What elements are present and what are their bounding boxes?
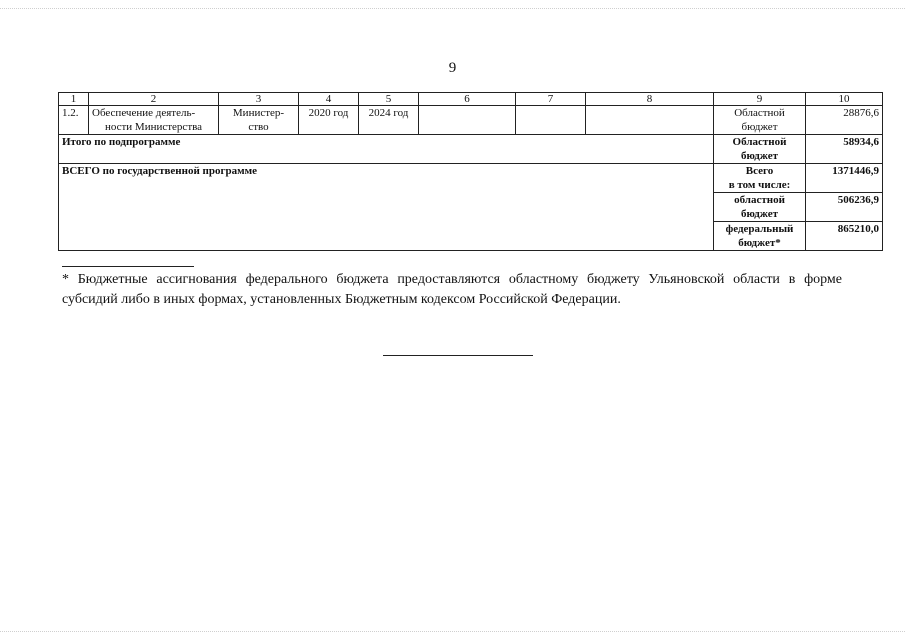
executor-cell xyxy=(219,106,299,135)
funding-source-line: бюджет xyxy=(741,208,778,220)
column-number: 10 xyxy=(806,93,883,106)
executor-line: Министер- xyxy=(232,107,285,119)
funding-source-line: в том числе: xyxy=(728,179,791,191)
scan-edge-top xyxy=(0,8,905,9)
row-name-line: Обеспечение деятель- xyxy=(92,107,196,119)
column-number: 3 xyxy=(219,93,299,106)
row-name-cell xyxy=(89,106,219,135)
subtotal-amount: 58934,6 xyxy=(806,135,883,164)
column-number: 5 xyxy=(359,93,419,106)
total-label: ВСЕГО по государственной программе xyxy=(59,164,714,251)
column-number: 2 xyxy=(89,93,219,106)
page-number: 9 xyxy=(448,60,457,76)
funding-source-line: Всего xyxy=(745,165,774,177)
funding-source-line: федеральный xyxy=(725,223,794,235)
row-name-line: ности Министерства xyxy=(104,121,203,133)
empty-cell xyxy=(516,106,586,135)
row-number: 1.2. xyxy=(59,106,89,135)
funding-source-line: бюджет xyxy=(741,121,778,133)
total-source-cell xyxy=(714,164,806,193)
end-year: 2024 год xyxy=(359,106,419,135)
column-number: 9 xyxy=(714,93,806,106)
column-number: 1 xyxy=(59,93,89,106)
budget-table xyxy=(58,92,883,251)
end-of-document-line xyxy=(383,355,533,356)
funding-source-line: бюджет* xyxy=(738,237,781,249)
column-number: 7 xyxy=(516,93,586,106)
funding-source-line: Областной xyxy=(734,107,785,119)
footnote-divider xyxy=(62,266,194,267)
column-number-row xyxy=(59,93,883,106)
scan-edge-bottom xyxy=(0,631,905,632)
regional-amount: 506236,9 xyxy=(806,193,883,222)
total-amount: 1371446,9 xyxy=(806,164,883,193)
subtotal-row xyxy=(59,135,883,164)
federal-amount: 865210,0 xyxy=(806,222,883,251)
funding-source-line: областной xyxy=(734,194,785,206)
column-number: 6 xyxy=(419,93,516,106)
empty-cell xyxy=(586,106,714,135)
funding-source-line: бюджет xyxy=(741,150,778,162)
subtotal-source-cell xyxy=(714,135,806,164)
table-row-1-2 xyxy=(59,106,883,135)
regional-source-cell xyxy=(714,193,806,222)
total-row xyxy=(59,164,883,193)
funding-source-line: Областной xyxy=(732,136,787,148)
empty-cell xyxy=(419,106,516,135)
funding-source-cell xyxy=(714,106,806,135)
executor-line: ство xyxy=(248,121,269,133)
footnote-text: * Бюджетные ассигнования федерального бюджета предоставляются областному бюджету Ульяновской области в форме субсидий либо в иных формах, установленных Бюджетным кодексом Российской Федерации. xyxy=(62,272,842,307)
column-number: 4 xyxy=(299,93,359,106)
subtotal-label: Итого по подпрограмме xyxy=(59,135,714,164)
column-number: 8 xyxy=(586,93,714,106)
start-year: 2020 год xyxy=(299,106,359,135)
federal-source-cell xyxy=(714,222,806,251)
amount-cell: 28876,6 xyxy=(806,106,883,135)
